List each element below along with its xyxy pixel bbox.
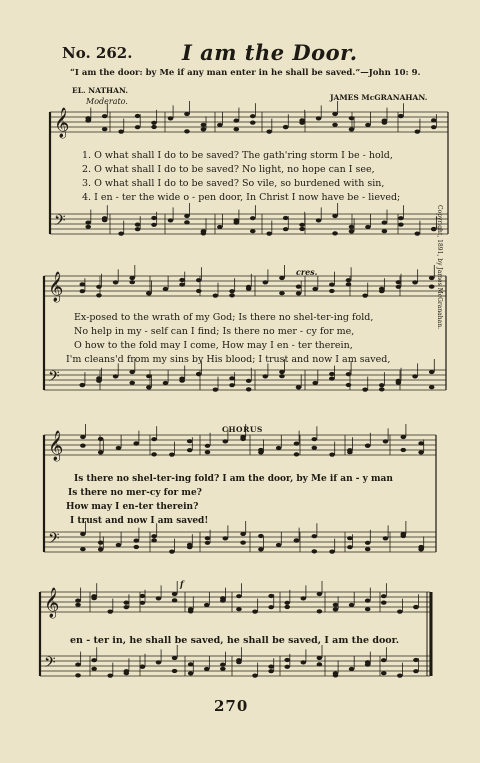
note-head (169, 550, 175, 554)
note-head (96, 285, 102, 289)
note-head (80, 383, 86, 387)
note-head (140, 594, 146, 598)
note-head (135, 227, 141, 231)
note-head (347, 450, 353, 454)
note-head (258, 534, 264, 538)
note-head (346, 372, 352, 376)
bass-clef: 𝄢 (54, 212, 66, 233)
note-head (85, 225, 91, 229)
note-head (146, 291, 152, 295)
note-head (204, 667, 210, 671)
note-head (362, 388, 368, 392)
note-head (381, 594, 387, 598)
note-head (284, 601, 290, 605)
note-head (413, 669, 419, 673)
note-head (236, 660, 242, 664)
note-head (329, 377, 335, 381)
note-head (279, 276, 285, 280)
note-head (140, 601, 146, 605)
note-head (91, 667, 97, 671)
note-head (413, 605, 419, 609)
note-head (296, 291, 302, 295)
note-head (169, 453, 175, 457)
note-head (85, 116, 91, 120)
note-head (268, 669, 274, 673)
note-head (116, 543, 122, 547)
note-head (205, 450, 211, 454)
note-head (140, 665, 146, 669)
note-head (151, 452, 157, 456)
note-head (172, 669, 178, 673)
note-head (317, 656, 323, 660)
note-head (134, 539, 140, 543)
note-head (283, 125, 289, 129)
note-head (329, 550, 335, 554)
note-head (429, 370, 435, 374)
note-head (266, 130, 272, 134)
note-head (156, 660, 162, 664)
note-head (217, 123, 223, 127)
note-head (418, 441, 424, 445)
note-head (301, 596, 307, 600)
note-head (429, 276, 435, 280)
note-head (205, 541, 211, 545)
note-head (332, 112, 338, 116)
composer-credit: JAMES McGRANAHAN. (330, 93, 428, 102)
note-head (349, 127, 355, 131)
note-head (431, 118, 437, 122)
note-head (333, 673, 339, 677)
note-head (196, 289, 202, 293)
note-head (151, 534, 157, 538)
system2-verse-2: No help in my - self can I find; Is there no mer - cy for me, (74, 326, 355, 337)
note-head (220, 596, 226, 600)
note-head (168, 116, 174, 120)
system1-verse-3: 3. O what shall I do to be saved? So vile, so burdened with sin, (82, 178, 385, 189)
note-head (379, 287, 385, 291)
hymn-title: I am the Door. (182, 40, 358, 65)
note-head (415, 130, 421, 134)
note-head (240, 541, 246, 545)
note-head (412, 280, 418, 284)
note-head (113, 280, 119, 284)
note-head (268, 665, 274, 669)
note-head (284, 658, 290, 662)
note-head (382, 229, 388, 233)
scripture-epigraph: “I am the door: by Me if any man enter in he shall be saved.”—John 10: 9. (70, 68, 421, 78)
note-head (107, 674, 113, 678)
system1-verse-2: 2. O what shall I do to be saved? No light, no hope can I see, (82, 164, 375, 175)
note-head (283, 227, 289, 231)
note-head (80, 547, 86, 551)
note-head (349, 225, 355, 229)
note-head (229, 376, 235, 380)
note-head (213, 294, 219, 298)
note-head (229, 383, 235, 387)
note-head (263, 374, 269, 378)
note-head (383, 536, 389, 540)
note-head (284, 665, 290, 669)
note-head (168, 218, 174, 222)
note-head (429, 285, 435, 289)
note-head (75, 673, 81, 677)
note-head (213, 388, 219, 392)
note-head (134, 545, 140, 549)
note-head (347, 545, 353, 549)
note-head (250, 216, 256, 220)
chorus-line-3: How may I en-ter therein? (66, 502, 199, 512)
note-head (431, 125, 437, 129)
note-head (349, 667, 355, 671)
note-head (124, 601, 130, 605)
page-number: 270 (214, 697, 249, 715)
note-head (187, 439, 193, 443)
note-head (365, 599, 371, 603)
note-head (217, 225, 223, 229)
note-head (129, 381, 135, 385)
note-head (151, 216, 157, 220)
note-head (172, 598, 178, 602)
note-head (266, 232, 272, 236)
note-head (301, 660, 307, 664)
note-head (263, 280, 269, 284)
note-head (294, 442, 300, 446)
note-head (276, 543, 282, 547)
note-head (246, 379, 252, 383)
note-head (102, 114, 108, 118)
note-head (317, 662, 323, 666)
author-credit: EL. NATHAN. (72, 86, 128, 95)
note-head (146, 374, 152, 378)
note-head (80, 289, 86, 293)
note-head (201, 123, 207, 127)
note-head (196, 278, 202, 282)
note-head (234, 127, 240, 131)
note-head (229, 293, 235, 297)
note-head (401, 534, 407, 538)
note-head (382, 121, 388, 125)
note-head (398, 114, 404, 118)
tempo-marking: Moderato. (86, 97, 128, 106)
note-head (284, 605, 290, 609)
note-head (276, 446, 282, 450)
treble-clef: 𝄞 (48, 431, 64, 461)
note-head (80, 444, 86, 448)
note-head (223, 439, 229, 443)
note-head (365, 541, 371, 545)
note-head (349, 603, 355, 607)
note-head (236, 594, 242, 598)
note-head (258, 547, 264, 551)
note-head (397, 674, 403, 678)
note-head (252, 674, 258, 678)
system1-verse-1: 1. O what shall I do to be saved? The gath'ring storm I be - hold, (82, 150, 393, 161)
note-head (332, 214, 338, 218)
note-head (151, 121, 157, 125)
note-head (246, 387, 252, 391)
note-head (234, 218, 240, 222)
note-head (299, 223, 305, 227)
treble-clef: 𝄞 (54, 108, 70, 138)
bass-clef: 𝄢 (48, 530, 60, 551)
note-head (299, 227, 305, 231)
treble-clef: 𝄞 (48, 272, 64, 302)
note-head (80, 282, 86, 286)
treble-clef: 𝄞 (44, 588, 60, 618)
note-head (129, 276, 135, 280)
note-head (129, 370, 135, 374)
note-head (283, 216, 289, 220)
note-head (129, 280, 135, 284)
note-head (346, 383, 352, 387)
note-head (135, 114, 141, 118)
note-head (96, 293, 102, 297)
note-head (118, 232, 124, 236)
note-head (223, 536, 229, 540)
note-head (135, 223, 141, 227)
note-head (179, 283, 185, 287)
note-head (187, 448, 193, 452)
note-head (268, 605, 274, 609)
note-head (188, 662, 194, 666)
note-head (250, 229, 256, 233)
note-head (379, 387, 385, 391)
system2-verse-3: O how to the fold may I come, How may I en - ter therein, (74, 340, 353, 351)
note-head (412, 374, 418, 378)
note-head (329, 453, 335, 457)
note-head (98, 437, 104, 441)
note-head (294, 452, 300, 456)
note-head (317, 592, 323, 596)
note-head (312, 549, 318, 553)
note-head (332, 123, 338, 127)
note-head (312, 446, 318, 450)
note-head (98, 547, 104, 551)
note-head (349, 229, 355, 233)
note-head (163, 381, 169, 385)
note-head (312, 381, 318, 385)
note-head (379, 383, 385, 387)
note-head (151, 125, 157, 129)
note-head (204, 603, 210, 607)
chorus-line-4: I trust and now I am saved! (70, 516, 209, 526)
note-head (349, 116, 355, 120)
note-head (234, 119, 240, 123)
note-head (382, 221, 388, 225)
note-head (312, 534, 318, 538)
system2-verse-1: Ex-posed to the wrath of my God; Is there no shel-ter-ing fold, (74, 312, 374, 323)
note-head (91, 596, 97, 600)
note-head (329, 289, 335, 293)
note-head (124, 671, 130, 675)
note-head (91, 658, 97, 662)
note-head (381, 671, 387, 675)
note-head (220, 663, 226, 667)
hymn-number: No. 262. (62, 44, 133, 62)
note-head (107, 610, 113, 614)
note-head (179, 379, 185, 383)
chorus-line-1: Is there no shel-ter-ing fold? I am the door, by Me if an - y man (74, 474, 393, 484)
note-head (75, 663, 81, 667)
copyright-notice: Copyright, 1891, by James McGranahan. (436, 205, 443, 329)
note-head (346, 282, 352, 286)
note-head (184, 214, 190, 218)
note-head (188, 609, 194, 613)
note-head (201, 231, 207, 235)
note-head (381, 601, 387, 605)
note-head (329, 283, 335, 287)
chorus-label: CHORUS (222, 425, 263, 434)
note-head (236, 607, 242, 611)
forte-marking: f (180, 579, 184, 589)
note-head (196, 372, 202, 376)
note-head (201, 127, 207, 131)
note-head (151, 437, 157, 441)
note-head (124, 605, 130, 609)
note-head (184, 112, 190, 116)
note-head (296, 385, 302, 389)
note-head (151, 538, 157, 542)
note-head (329, 372, 335, 376)
note-head (156, 596, 162, 600)
note-head (312, 437, 318, 441)
final-line: en - ter in, he shall be saved, he shall be saved, I am the door. (70, 635, 400, 646)
system1-verse-4: 4. I en - ter the wide o - pen door, In Christ I now have be - lieved; (82, 192, 401, 203)
note-head (429, 385, 435, 389)
note-head (229, 289, 235, 293)
note-head (98, 541, 104, 545)
note-head (80, 435, 86, 439)
note-head (268, 594, 274, 598)
note-head (240, 437, 246, 441)
note-head (240, 532, 246, 536)
note-head (418, 450, 424, 454)
note-head (346, 278, 352, 282)
note-head (365, 444, 371, 448)
note-head (146, 385, 152, 389)
note-head (415, 232, 421, 236)
note-head (333, 603, 339, 607)
note-head (163, 287, 169, 291)
note-head (418, 545, 424, 549)
note-head (347, 536, 353, 540)
note-head (317, 609, 323, 613)
note-head (401, 448, 407, 452)
note-head (184, 129, 190, 133)
note-head (296, 285, 302, 289)
note-head (250, 114, 256, 118)
note-head (102, 218, 108, 222)
note-head (401, 435, 407, 439)
note-head (246, 287, 252, 291)
bass-clef: 𝄢 (48, 368, 60, 389)
note-head (118, 130, 124, 134)
note-head (134, 441, 140, 445)
note-head (188, 671, 194, 675)
chorus-line-2: Is there no mer-cy for me? (68, 488, 202, 498)
note-head (279, 374, 285, 378)
note-head (258, 448, 264, 452)
note-head (151, 223, 157, 227)
note-head (96, 376, 102, 380)
note-head (113, 374, 119, 378)
note-head (102, 127, 108, 131)
note-head (85, 221, 91, 225)
note-head (205, 536, 211, 540)
note-head (75, 599, 81, 603)
note-head (179, 278, 185, 282)
note-head (362, 294, 368, 298)
note-head (279, 370, 285, 374)
note-head (365, 123, 371, 127)
note-head (398, 216, 404, 220)
note-head (365, 660, 371, 664)
note-head (116, 446, 122, 450)
note-head (205, 444, 211, 448)
note-head (98, 450, 104, 454)
note-head (333, 607, 339, 611)
note-head (80, 532, 86, 536)
note-head (294, 538, 300, 542)
note-head (184, 220, 190, 224)
note-head (172, 656, 178, 660)
note-head (187, 543, 193, 547)
bass-clef: 𝄢 (44, 654, 56, 675)
note-head (383, 439, 389, 443)
note-head (397, 610, 403, 614)
system2-verse-4: I'm cleans'd from my sins by His blood; I trust and now I am saved, (66, 354, 391, 365)
note-head (312, 287, 318, 291)
note-head (381, 658, 387, 662)
note-head (279, 291, 285, 295)
note-head (316, 218, 322, 222)
note-head (75, 603, 81, 607)
note-head (250, 121, 256, 125)
crescendo-marking: cres. (296, 267, 318, 277)
note-head (299, 118, 305, 122)
note-head (365, 547, 371, 551)
note-head (172, 592, 178, 596)
note-head (365, 607, 371, 611)
note-head (365, 225, 371, 229)
note-head (398, 223, 404, 227)
note-head (316, 116, 322, 120)
note-head (220, 667, 226, 671)
note-head (413, 658, 419, 662)
note-head (135, 125, 141, 129)
note-head (332, 231, 338, 235)
note-head (252, 610, 258, 614)
